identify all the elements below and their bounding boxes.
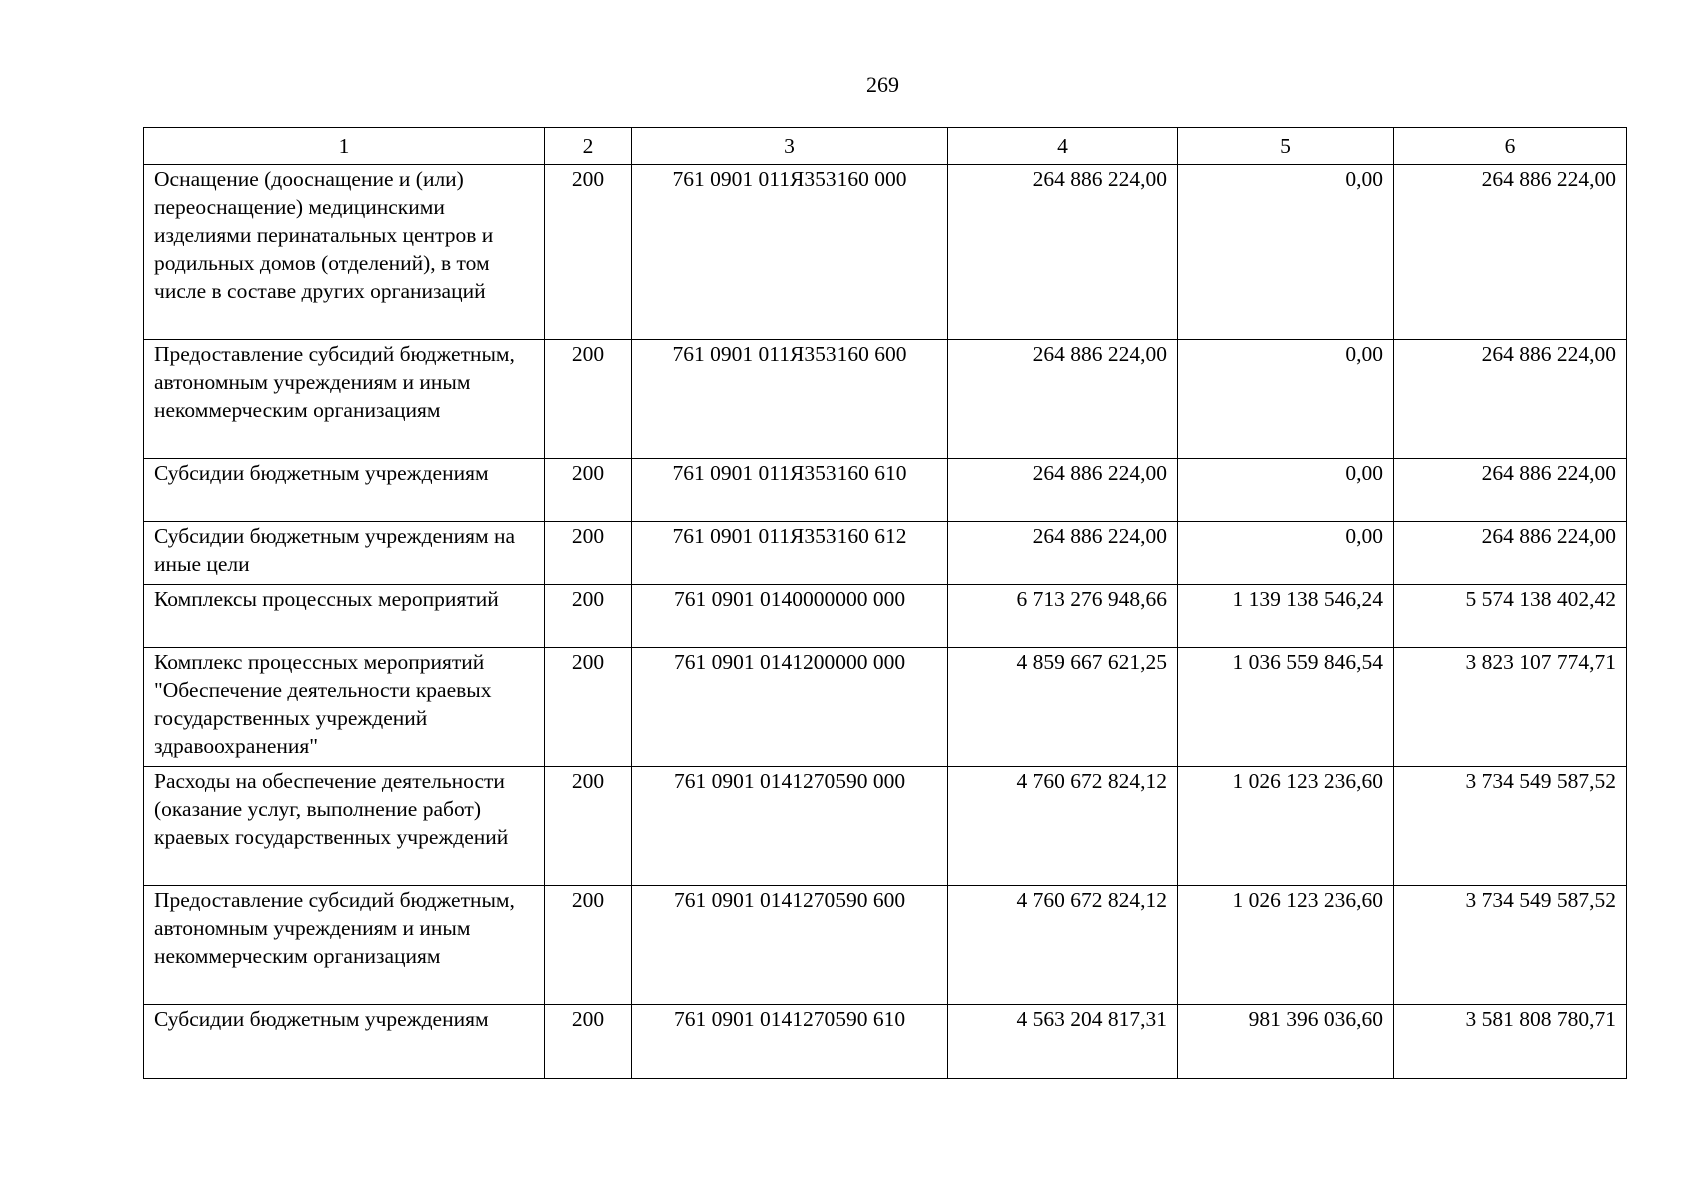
- row-kbk: 761 0901 0141270590 000: [632, 767, 948, 886]
- row-col6: 5 574 138 402,42: [1394, 585, 1627, 648]
- row-kbk: 761 0901 011Я353160 612: [632, 522, 948, 585]
- row-kbk: 761 0901 0140000000 000: [632, 585, 948, 648]
- row-col6: 264 886 224,00: [1394, 459, 1627, 522]
- table-row: [144, 648, 1627, 767]
- row-col4: 264 886 224,00: [948, 459, 1178, 522]
- row-col4: 264 886 224,00: [948, 340, 1178, 459]
- row-col6: 264 886 224,00: [1394, 522, 1627, 585]
- row-kbk: 761 0901 0141270590 610: [632, 1005, 948, 1079]
- row-code: 200: [545, 767, 632, 886]
- row-col6: 3 823 107 774,71: [1394, 648, 1627, 767]
- page-number: 269: [866, 72, 899, 97]
- row-kbk: 761 0901 0141200000 000: [632, 648, 948, 767]
- header-cell-4: 4: [948, 128, 1178, 165]
- row-col6: 3 734 549 587,52: [1394, 886, 1627, 1005]
- table-row: [144, 585, 1627, 648]
- row-col5: 981 396 036,60: [1178, 1005, 1394, 1079]
- row-col5: 1 026 123 236,60: [1178, 767, 1394, 886]
- row-name: Субсидии бюджетным учреждениям: [144, 459, 545, 522]
- row-col5: 0,00: [1178, 165, 1394, 340]
- row-col4: 264 886 224,00: [948, 165, 1178, 340]
- row-kbk: 761 0901 0141270590 600: [632, 886, 948, 1005]
- row-code: 200: [545, 165, 632, 340]
- row-code: 200: [545, 340, 632, 459]
- row-col4: 4 760 672 824,12: [948, 886, 1178, 1005]
- row-name: Комплекс процессных мероприятий "Обеспечение деятельности краевых государственных учреждений здравоохранения": [144, 648, 545, 767]
- table-row: [144, 340, 1627, 459]
- row-code: 200: [545, 522, 632, 585]
- row-name: Предоставление субсидий бюджетным, автономным учреждениям и иным некоммерческим организациям: [144, 886, 545, 1005]
- header-cell-6: 6: [1394, 128, 1627, 165]
- row-col4: 6 713 276 948,66: [948, 585, 1178, 648]
- row-col5: 1 139 138 546,24: [1178, 585, 1394, 648]
- row-code: 200: [545, 585, 632, 648]
- table-row: [144, 522, 1627, 585]
- row-col4: 4 760 672 824,12: [948, 767, 1178, 886]
- row-name: Субсидии бюджетным учреждениям на иные цели: [144, 522, 545, 585]
- row-col6: 264 886 224,00: [1394, 340, 1627, 459]
- row-kbk: 761 0901 011Я353160 610: [632, 459, 948, 522]
- row-kbk: 761 0901 011Я353160 600: [632, 340, 948, 459]
- budget-table: [143, 127, 1627, 1079]
- row-col6: 3 734 549 587,52: [1394, 767, 1627, 886]
- table-row: [144, 165, 1627, 340]
- row-code: 200: [545, 459, 632, 522]
- row-col6: 264 886 224,00: [1394, 165, 1627, 340]
- row-name: Субсидии бюджетным учреждениям: [144, 1005, 545, 1079]
- row-col5: 0,00: [1178, 459, 1394, 522]
- table-row: [144, 1005, 1627, 1079]
- row-col5: 1 036 559 846,54: [1178, 648, 1394, 767]
- row-col4: 4 859 667 621,25: [948, 648, 1178, 767]
- row-col5: 0,00: [1178, 340, 1394, 459]
- row-code: 200: [545, 886, 632, 1005]
- row-name: Предоставление субсидий бюджетным, автономным учреждениям и иным некоммерческим организациям: [144, 340, 545, 459]
- row-name: Комплексы процессных мероприятий: [144, 585, 545, 648]
- row-kbk: 761 0901 011Я353160 000: [632, 165, 948, 340]
- header-row: [144, 128, 1627, 165]
- row-col5: 0,00: [1178, 522, 1394, 585]
- row-code: 200: [545, 648, 632, 767]
- table-row: [144, 886, 1627, 1005]
- row-col4: 264 886 224,00: [948, 522, 1178, 585]
- row-name: Расходы на обеспечение деятельности (оказание услуг, выполнение работ) краевых государственных учреждений: [144, 767, 545, 886]
- table-row: [144, 767, 1627, 886]
- header-cell-5: 5: [1178, 128, 1394, 165]
- header-cell-2: 2: [545, 128, 632, 165]
- row-col6: 3 581 808 780,71: [1394, 1005, 1627, 1079]
- row-name: Оснащение (дооснащение и (или) переоснащение) медицинскими изделиями перинатальных центров и родильных домов (отделений), в том числе в составе других организаций: [144, 165, 545, 340]
- row-code: 200: [545, 1005, 632, 1079]
- table-row: [144, 459, 1627, 522]
- row-col5: 1 026 123 236,60: [1178, 886, 1394, 1005]
- header-cell-3: 3: [632, 128, 948, 165]
- header-cell-1: 1: [144, 128, 545, 165]
- row-col4: 4 563 204 817,31: [948, 1005, 1178, 1079]
